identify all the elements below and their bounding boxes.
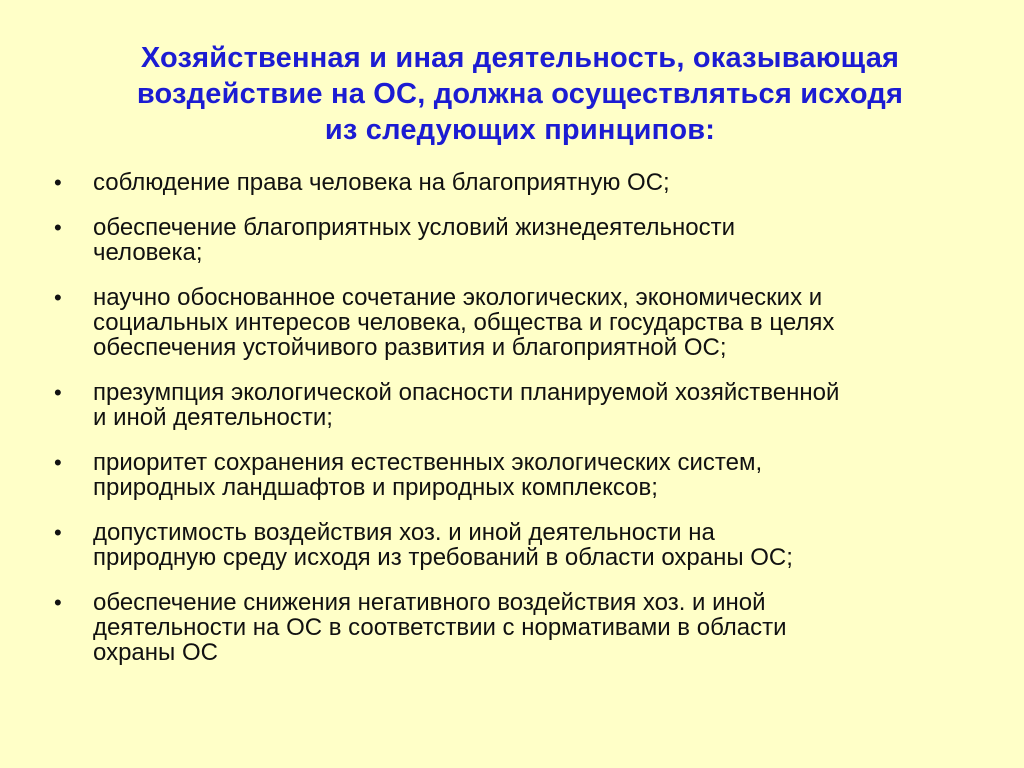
list-item-line: обеспечение снижения негативного воздействия хоз. и иной bbox=[93, 589, 766, 616]
list-item bbox=[52, 215, 987, 265]
bullet-icon: • bbox=[54, 170, 62, 195]
list-item-line: обеспечения устойчивого развития и благоприятной ОС; bbox=[93, 334, 727, 361]
list-item-text bbox=[93, 285, 987, 360]
list-item-line: социальных интересов человека, общества и государства в целях bbox=[93, 309, 835, 336]
list-item-line: человека; bbox=[93, 239, 203, 266]
list-item-line: соблюдение права человека на благоприятную ОС; bbox=[93, 169, 670, 196]
bullet-icon: • bbox=[54, 215, 62, 240]
title-line: из следующих принципов: bbox=[324, 114, 716, 146]
list-item-line: и иной деятельности; bbox=[93, 404, 333, 431]
title-line: Хозяйственная и иная деятельность, оказывающая bbox=[140, 42, 900, 74]
principles-list bbox=[52, 170, 987, 685]
list-item-text bbox=[93, 215, 987, 265]
list-item-text bbox=[93, 170, 987, 195]
list-item-line: обеспечение благоприятных условий жизнедеятельности bbox=[93, 214, 735, 241]
list-item-text bbox=[93, 380, 987, 430]
list-item-text bbox=[93, 590, 987, 665]
bullet-icon: • bbox=[54, 380, 62, 405]
list-item bbox=[52, 380, 987, 430]
list-item-line: природных ландшафтов и природных комплексов; bbox=[93, 474, 658, 501]
bullet-icon: • bbox=[54, 520, 62, 545]
list-item bbox=[52, 450, 987, 500]
bullet-icon: • bbox=[54, 285, 62, 310]
list-item-text bbox=[93, 520, 987, 570]
list-item-line: приоритет сохранения естественных экологических систем, bbox=[93, 449, 763, 476]
list-item bbox=[52, 590, 987, 665]
bullet-icon: • bbox=[54, 450, 62, 475]
list-item bbox=[52, 285, 987, 360]
title-line: воздействие на ОС, должна осуществляться исходя bbox=[136, 78, 904, 110]
list-item-line: деятельности на ОС в соответствии с нормативами в области bbox=[93, 614, 787, 641]
bullet-icon: • bbox=[54, 590, 62, 615]
slide-title bbox=[40, 40, 1000, 148]
list-item bbox=[52, 170, 987, 195]
list-item-line: презумпция экологической опасности планируемой хозяйственной bbox=[93, 379, 840, 406]
list-item-line: научно обоснованное сочетание экологических, экономических и bbox=[93, 284, 823, 311]
list-item-line: допустимость воздействия хоз. и иной деятельности на bbox=[93, 519, 715, 546]
list-item-text bbox=[93, 450, 987, 500]
list-item-line: охраны ОС bbox=[93, 639, 218, 666]
list-item-line: природную среду исходя из требований в области охраны ОС; bbox=[93, 544, 793, 571]
list-item bbox=[52, 520, 987, 570]
